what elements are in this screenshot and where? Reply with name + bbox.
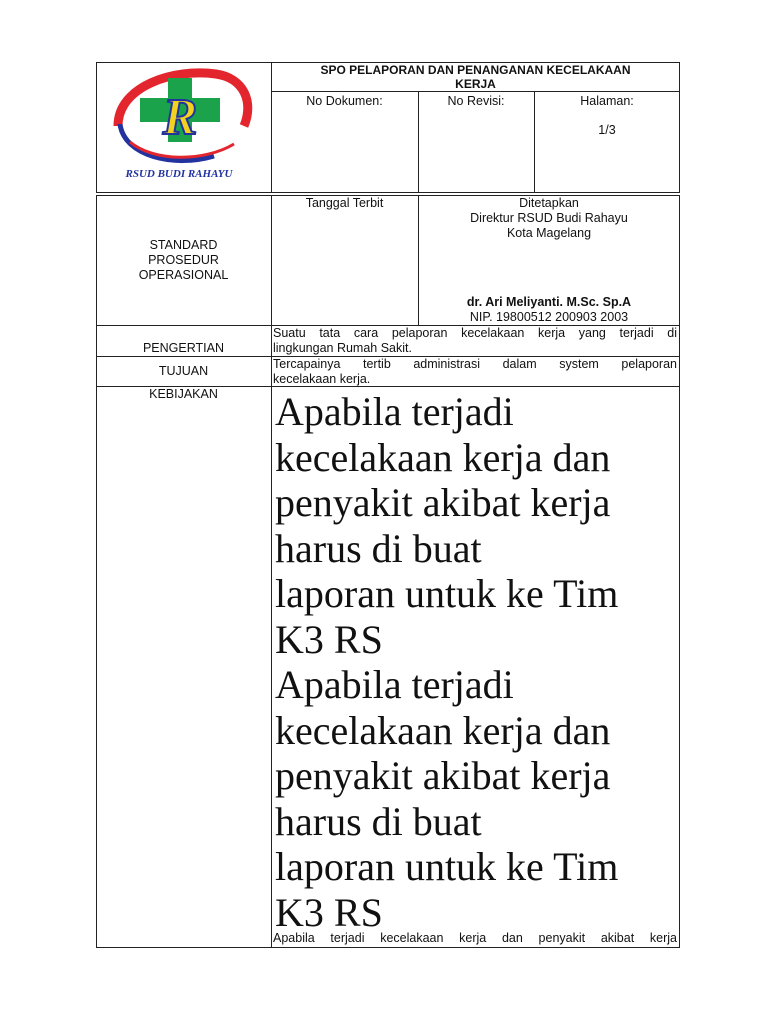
policy-line: Apabila terjadi	[275, 662, 514, 707]
doc-type-line1: STANDARD	[149, 238, 218, 252]
revision-label: No Revisi:	[447, 94, 505, 108]
page-value: 1/3	[598, 123, 616, 137]
policy-line: penyakit akibat kerja	[275, 753, 611, 798]
divider	[271, 91, 680, 92]
policy-line: kecelakaan kerja dan	[275, 707, 611, 753]
policy-line: kecelakaan kerja dan	[275, 434, 611, 480]
set-by-line3: Kota Magelang	[506, 226, 592, 240]
policy-line: K3 RS	[275, 616, 383, 662]
logo-caption: RSUD BUDI RAHAYU	[125, 168, 233, 180]
document-title-line1: SPO PELAPORAN DAN PENANGANAN KECELAKAAN	[320, 63, 631, 77]
policy-line: penyakit akibat kerja	[275, 480, 611, 525]
issue-date-label: Tanggal Terbit	[305, 196, 384, 210]
divider	[271, 195, 272, 948]
kebijakan-label: KEBIJAKAN	[149, 387, 218, 401]
hospital-logo	[104, 64, 264, 190]
document-title-line2: KERJA	[455, 77, 496, 91]
tujuan-text-line1: Tercapainya tertib administrasi dalam system pelaporan	[273, 357, 677, 371]
pengertian-label: PENGERTIAN	[142, 341, 225, 355]
tujuan-text-line2: kecelakaan kerja.	[273, 372, 371, 386]
doc-type-line3: OPERASIONAL	[138, 268, 229, 282]
tujuan-label: TUJUAN	[158, 364, 209, 378]
kebijakan-small-text: Apabila terjadi kecelakaan kerja dan penyakit akibat kerja	[273, 931, 677, 945]
pengertian-text-line2: lingkungan Rumah Sakit.	[273, 341, 412, 355]
logo-initial: R	[162, 89, 198, 146]
policy-line: K3 RS	[275, 889, 383, 935]
policy-line: laporan untuk ke Tim	[275, 844, 619, 889]
doc-number-label: No Dokumen:	[306, 94, 383, 108]
policy-line: laporan untuk ke Tim	[275, 571, 619, 616]
page-label: Halaman:	[580, 94, 634, 108]
policy-line: Apabila terjadi	[275, 389, 514, 434]
pengertian-text-line1: Suatu tata cara pelaporan kecelakaan kerja yang terjadi di	[273, 326, 677, 340]
set-by-line2: Direktur RSUD Budi Rahayu	[470, 211, 628, 225]
signer-name: dr. Ari Meliyanti. M.Sc. Sp.A	[466, 295, 632, 309]
kebijakan-large-text	[275, 389, 679, 935]
policy-line: harus di buat	[275, 798, 482, 844]
set-by-line1: Ditetapkan	[519, 196, 579, 210]
signer-nip: NIP. 19800512 200903 2003	[469, 310, 629, 324]
doc-type-line2: PROSEDUR	[148, 253, 219, 267]
policy-line: harus di buat	[275, 525, 482, 571]
